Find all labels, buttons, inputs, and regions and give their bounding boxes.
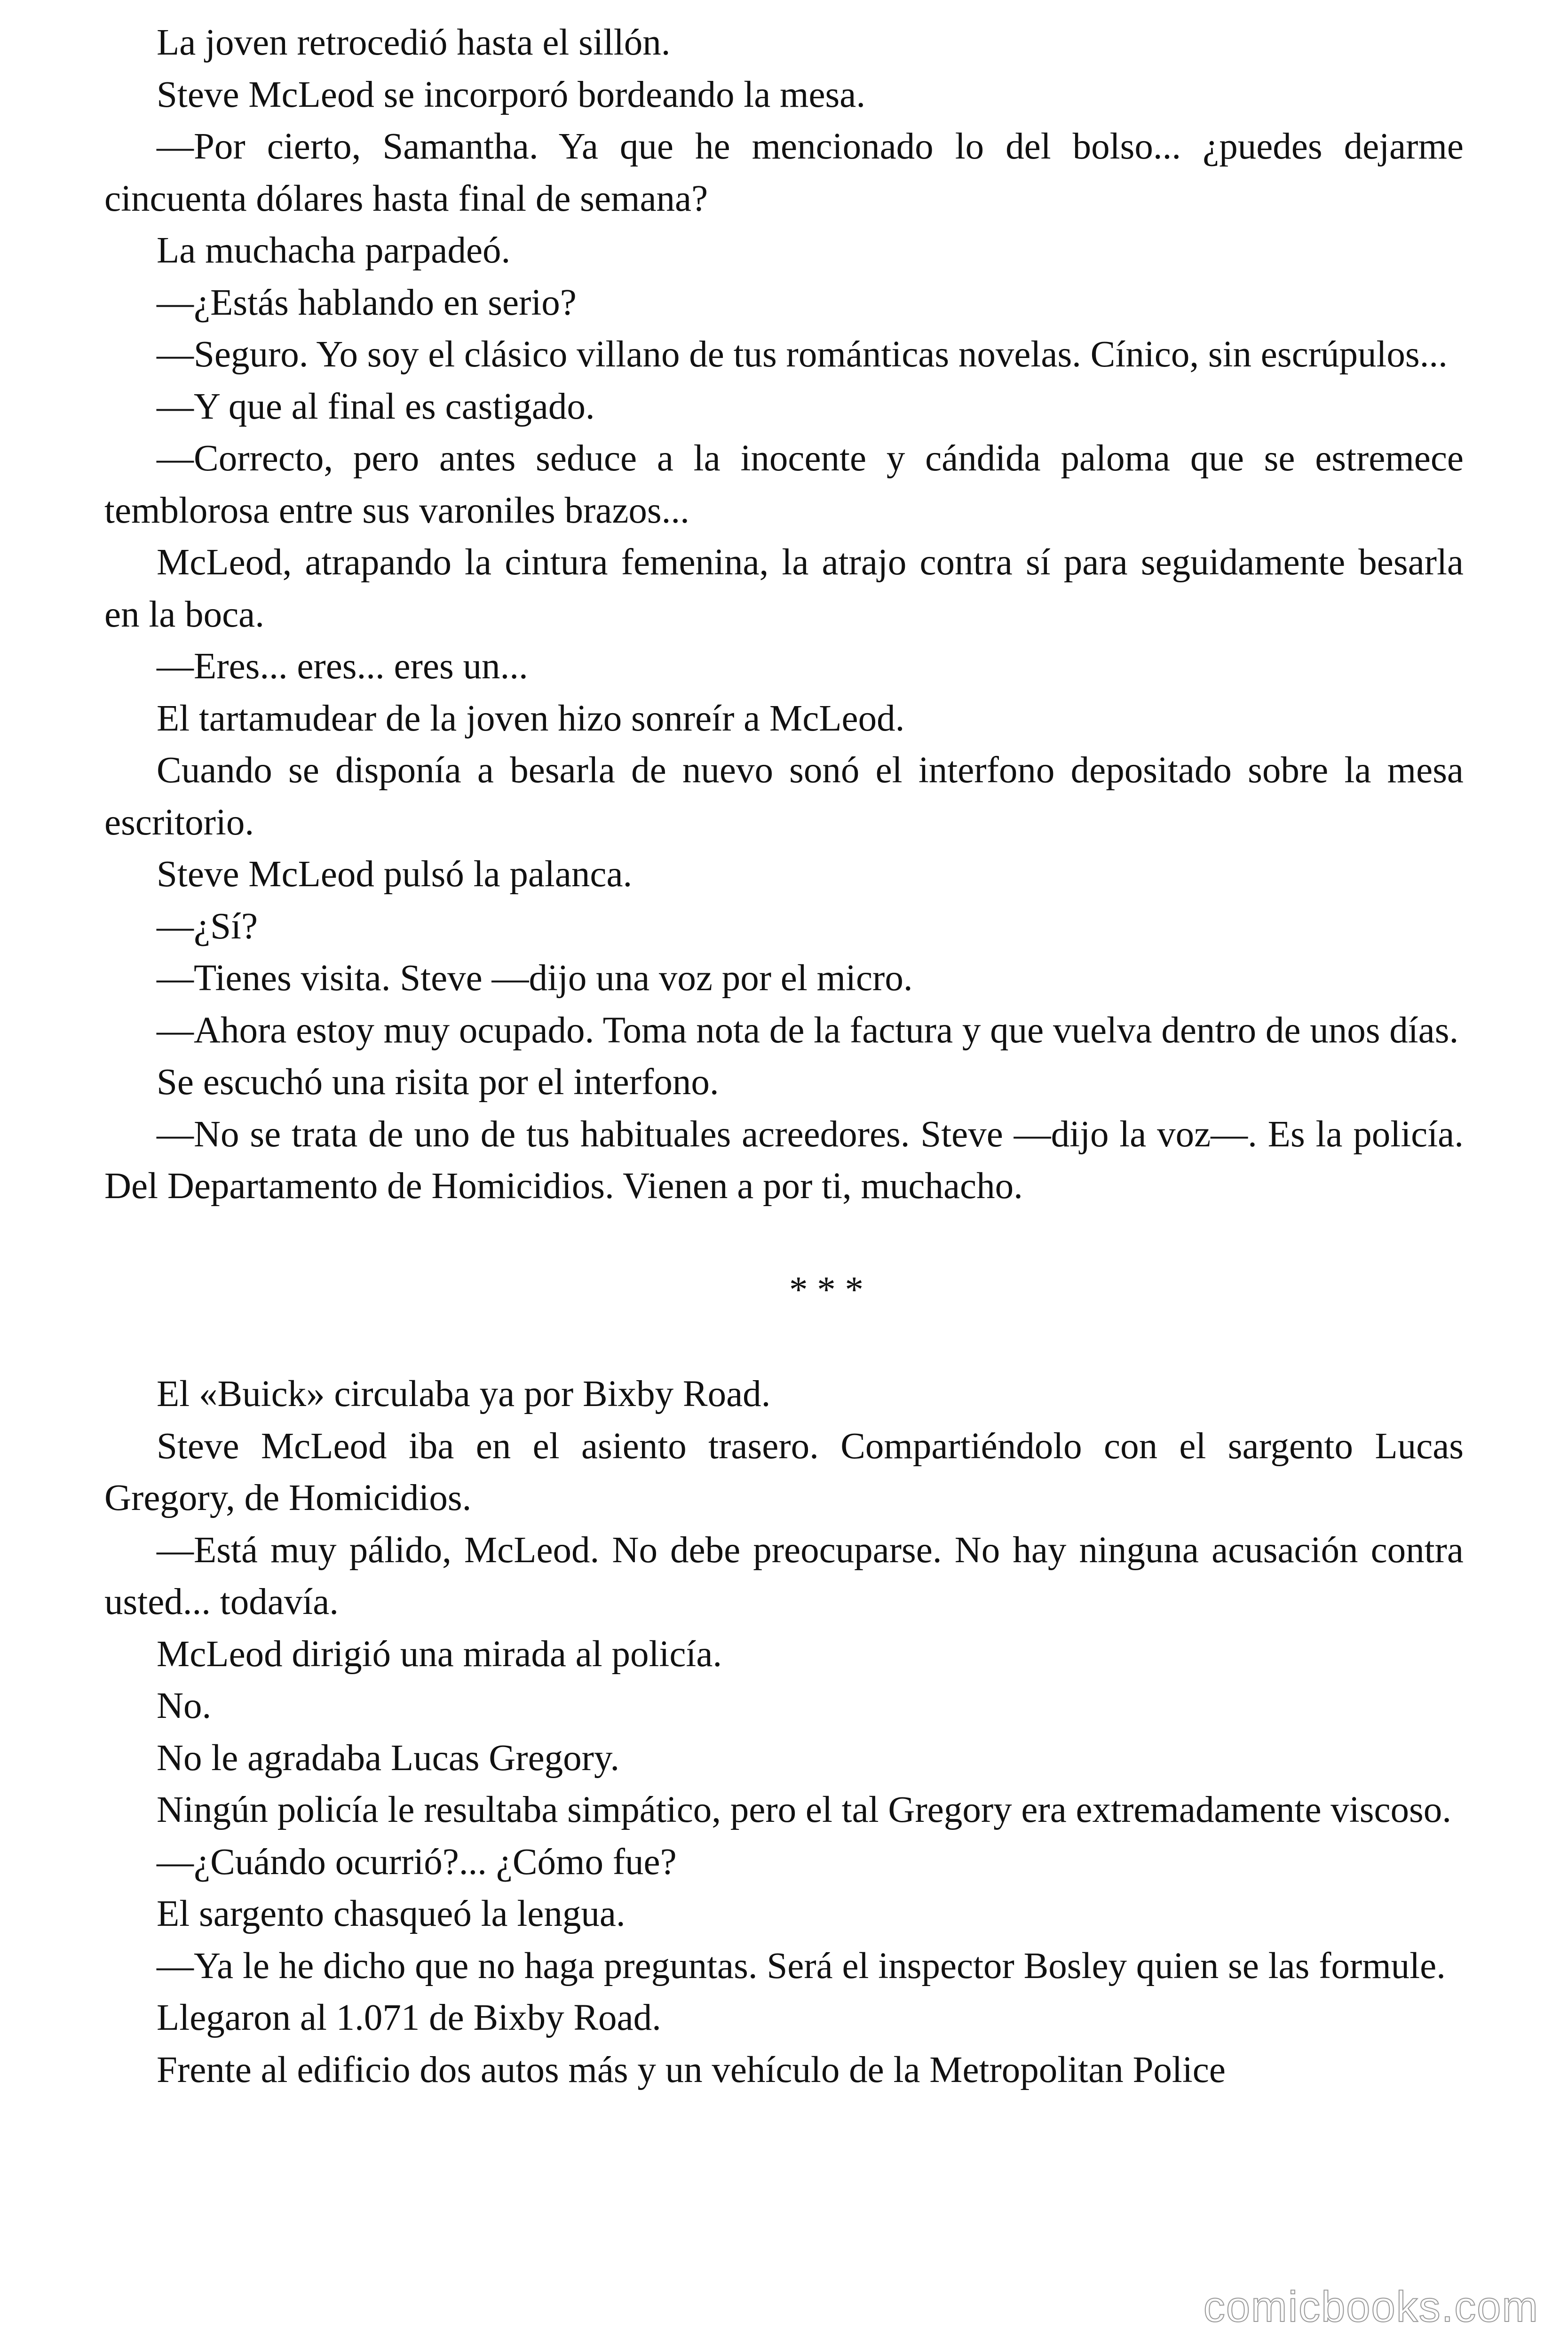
paragraph: —¿Cuándo ocurrió?... ¿Cómo fue? — [157, 1841, 677, 1883]
section-separator — [104, 1213, 1464, 1369]
paragraph: El sargento chasqueó la lengua. — [157, 1893, 626, 1934]
paragraph: —Correcto, pero antes seduce a la inocente y cándida paloma que se estremece temblorosa entre sus varoniles brazos... — [104, 438, 1464, 531]
paragraph: El tartamudear de la joven hizo sonreír a McLeod. — [157, 698, 905, 739]
watermark: comicbooks.com — [1203, 2283, 1539, 2331]
paragraph: McLeod dirigió una mirada al policía. — [157, 1633, 722, 1675]
paragraph: Steve McLeod iba en el asiento trasero. Compartiéndolo con el sargento Lucas Gregory, de Homicidios. — [104, 1425, 1464, 1518]
paragraph: —Seguro. Yo soy el clásico villano de tus románticas novelas. Cínico, sin escrúpulos... — [157, 334, 1448, 375]
paragraph: —¿Sí? — [157, 906, 258, 947]
paragraph: McLeod, atrapando la cintura femenina, la atrajo contra sí para seguidamente besarla en la boca. — [104, 542, 1464, 635]
paragraph: Steve McLeod se incorporó bordeando la mesa. — [157, 74, 866, 115]
separator-asterisks: * * * — [789, 1270, 863, 1311]
paragraph: —Eres... eres... eres un... — [157, 646, 528, 687]
paragraph: No. — [157, 1685, 212, 1726]
paragraph: —Está muy pálido, McLeod. No debe preocuparse. No hay ninguna acusación contra usted... todavía. — [104, 1529, 1464, 1622]
paragraph: La muchacha parpadeó. — [157, 230, 511, 271]
paragraph: Ningún policía le resultaba simpático, pero el tal Gregory era extremadamente viscoso. — [157, 1789, 1452, 1830]
page-text — [104, 17, 1464, 2096]
paragraph: —Tienes visita. Steve —dijo una voz por el micro. — [157, 958, 913, 999]
paragraph: —Ahora estoy muy ocupado. Toma nota de la factura y que vuelva dentro de unos días. — [157, 1009, 1459, 1051]
paragraph: Se escuchó una risita por el interfono. — [157, 1062, 719, 1103]
paragraph: La joven retrocedió hasta el sillón. — [157, 22, 671, 63]
paragraph: —Y que al final es castigado. — [157, 386, 595, 427]
paragraph: Cuando se disponía a besarla de nuevo sonó el interfono depositado sobre la mesa escritorio. — [104, 750, 1464, 843]
paragraph: Llegaron al 1.071 de Bixby Road. — [157, 1997, 661, 2038]
paragraph: Steve McLeod pulsó la palanca. — [157, 854, 633, 895]
paragraph: —No se trata de uno de tus habituales acreedores. Steve —dijo la voz—. Es la policía. Del Departamento de Homicidios. Vienen a por ti, muchacho. — [104, 1113, 1464, 1207]
paragraph: Frente al edificio dos autos más y un vehículo de la Metropolitan Police — [157, 2049, 1226, 2090]
paragraph: —Por cierto, Samantha. Ya que he mencionado lo del bolso... ¿puedes dejarme cincuenta dólares hasta final de semana? — [104, 126, 1464, 219]
paragraph: —Ya le he dicho que no haga preguntas. Será el inspector Bosley quien se las formule. — [157, 1945, 1446, 1986]
paragraph: —¿Estás hablando en serio? — [157, 282, 577, 323]
paragraph: No le agradaba Lucas Gregory. — [157, 1737, 620, 1779]
paragraph: El «Buick» circulaba ya por Bixby Road. — [157, 1374, 771, 1414]
